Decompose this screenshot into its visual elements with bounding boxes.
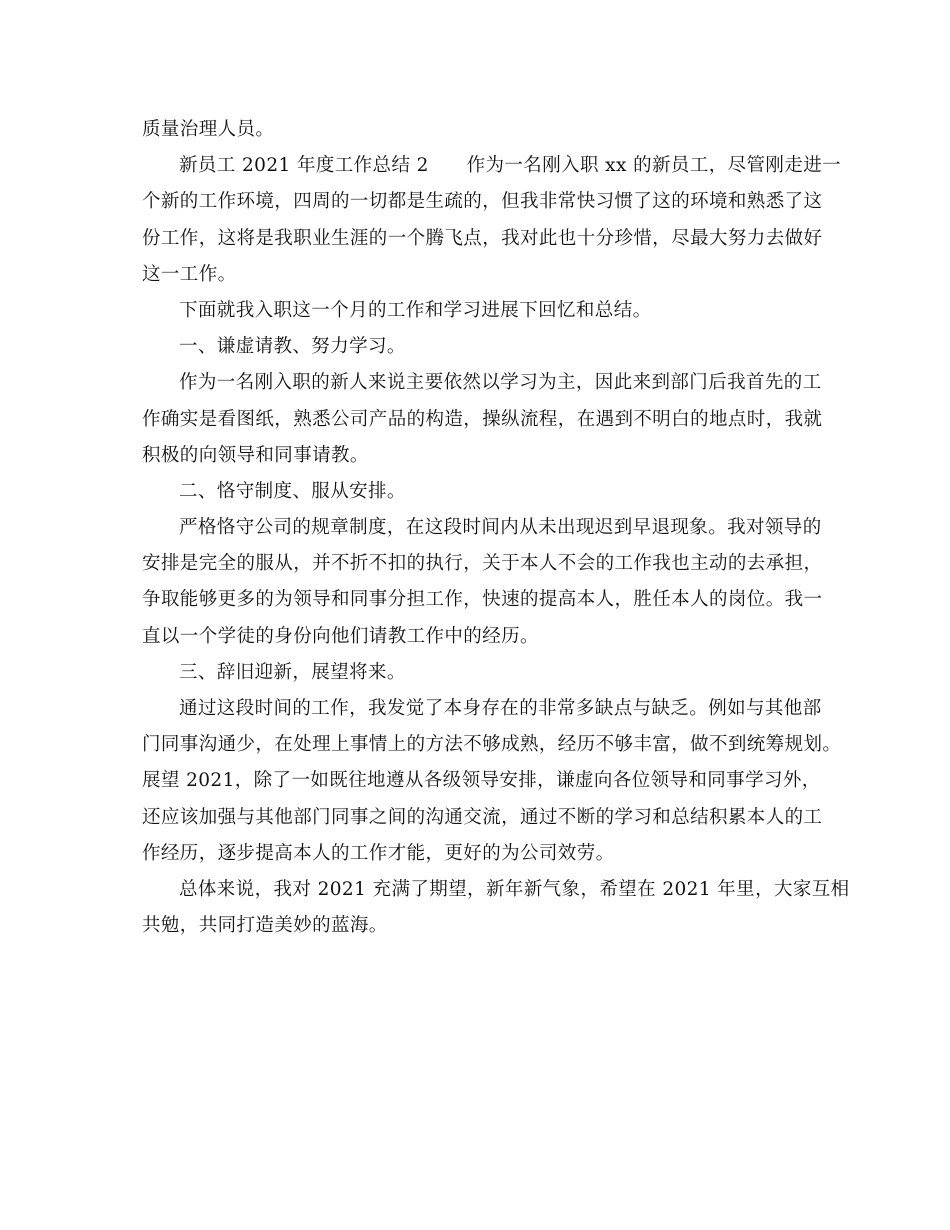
text-line-3: 个新的工作环境，四周的一切都是生疏的，但我非常快习惯了这的环境和熟悉了这 [142,191,823,213]
section-heading-3: 三、辞旧迎新，展望将来。 [179,661,406,683]
document-body [142,112,850,944]
text-line-19: 展望 2021，除了一如既往地遵从各级领导安排，谦虚向各位领导和同事学习外， [142,770,821,792]
text-line-5: 这一工作。 [142,263,237,285]
text-line-17: 通过这段时间的工作，我发觉了本身存在的非常多缺点与缺乏。例如与其他部 [179,698,822,719]
text-line-9: 作确实是看图纸，熟悉公司产品的构造，操纵流程，在遇到不明白的地点时，我就 [142,408,823,430]
text-line-20: 还应该加强与其他部门同事之间的沟通交流，通过不断的学习和总结积累本人的工 [142,806,823,828]
text-line-13: 安排是完全的服从，并不折不扣的执行，关于本人不会的工作我也主动的去承担， [142,553,823,575]
text-line-12: 严格恪守公司的规章制度，在这段时间内从未出现迟到早退现象。我对领导的 [179,517,822,539]
text-line-1: 质量治理人员。 [142,119,275,140]
text-line-6: 下面就我入职这一个月的工作和学习进展下回忆和总结。 [179,299,652,321]
text-line-15: 直以一个学徒的身份向他们请教工作中的经历。 [142,625,539,647]
section-heading-1: 一、谦虚请教、努力学习。 [179,336,406,358]
text-line-2: 新员工 2021 年度工作总结 2 作为一名刚入职 xx 的新员工，尽管刚走进一 [179,155,842,177]
text-line-8: 作为一名刚入职的新人来说主要依然以学习为主，因此来到部门后我首先的工 [179,372,822,394]
text-line-10: 积极的向领导和同事请教。 [142,444,369,466]
text-line-4: 份工作，这将是我职业生涯的一个腾飞点，我对此也十分珍惜，尽最大努力去做好 [142,227,823,249]
text-line-14: 争取能够更多的为领导和同事分担工作，快速的提高本人，胜任本人的岗位。我一 [142,589,823,611]
text-line-22: 总体来说，我对 2021 充满了期望，新年新气象，希望在 2021 年里，大家互相 [179,878,850,900]
text-line-18: 门同事沟通少，在处理上事情上的方法不够成熟，经历不够丰富，做不到统筹规划。 [142,734,842,756]
section-heading-2: 二、恪守制度、服从安排。 [179,480,406,502]
text-line-23: 共勉，共同打造美妙的蓝海。 [142,915,388,937]
text-line-21: 作经历，逐步提高本人的工作才能，更好的为公司效劳。 [142,842,615,864]
